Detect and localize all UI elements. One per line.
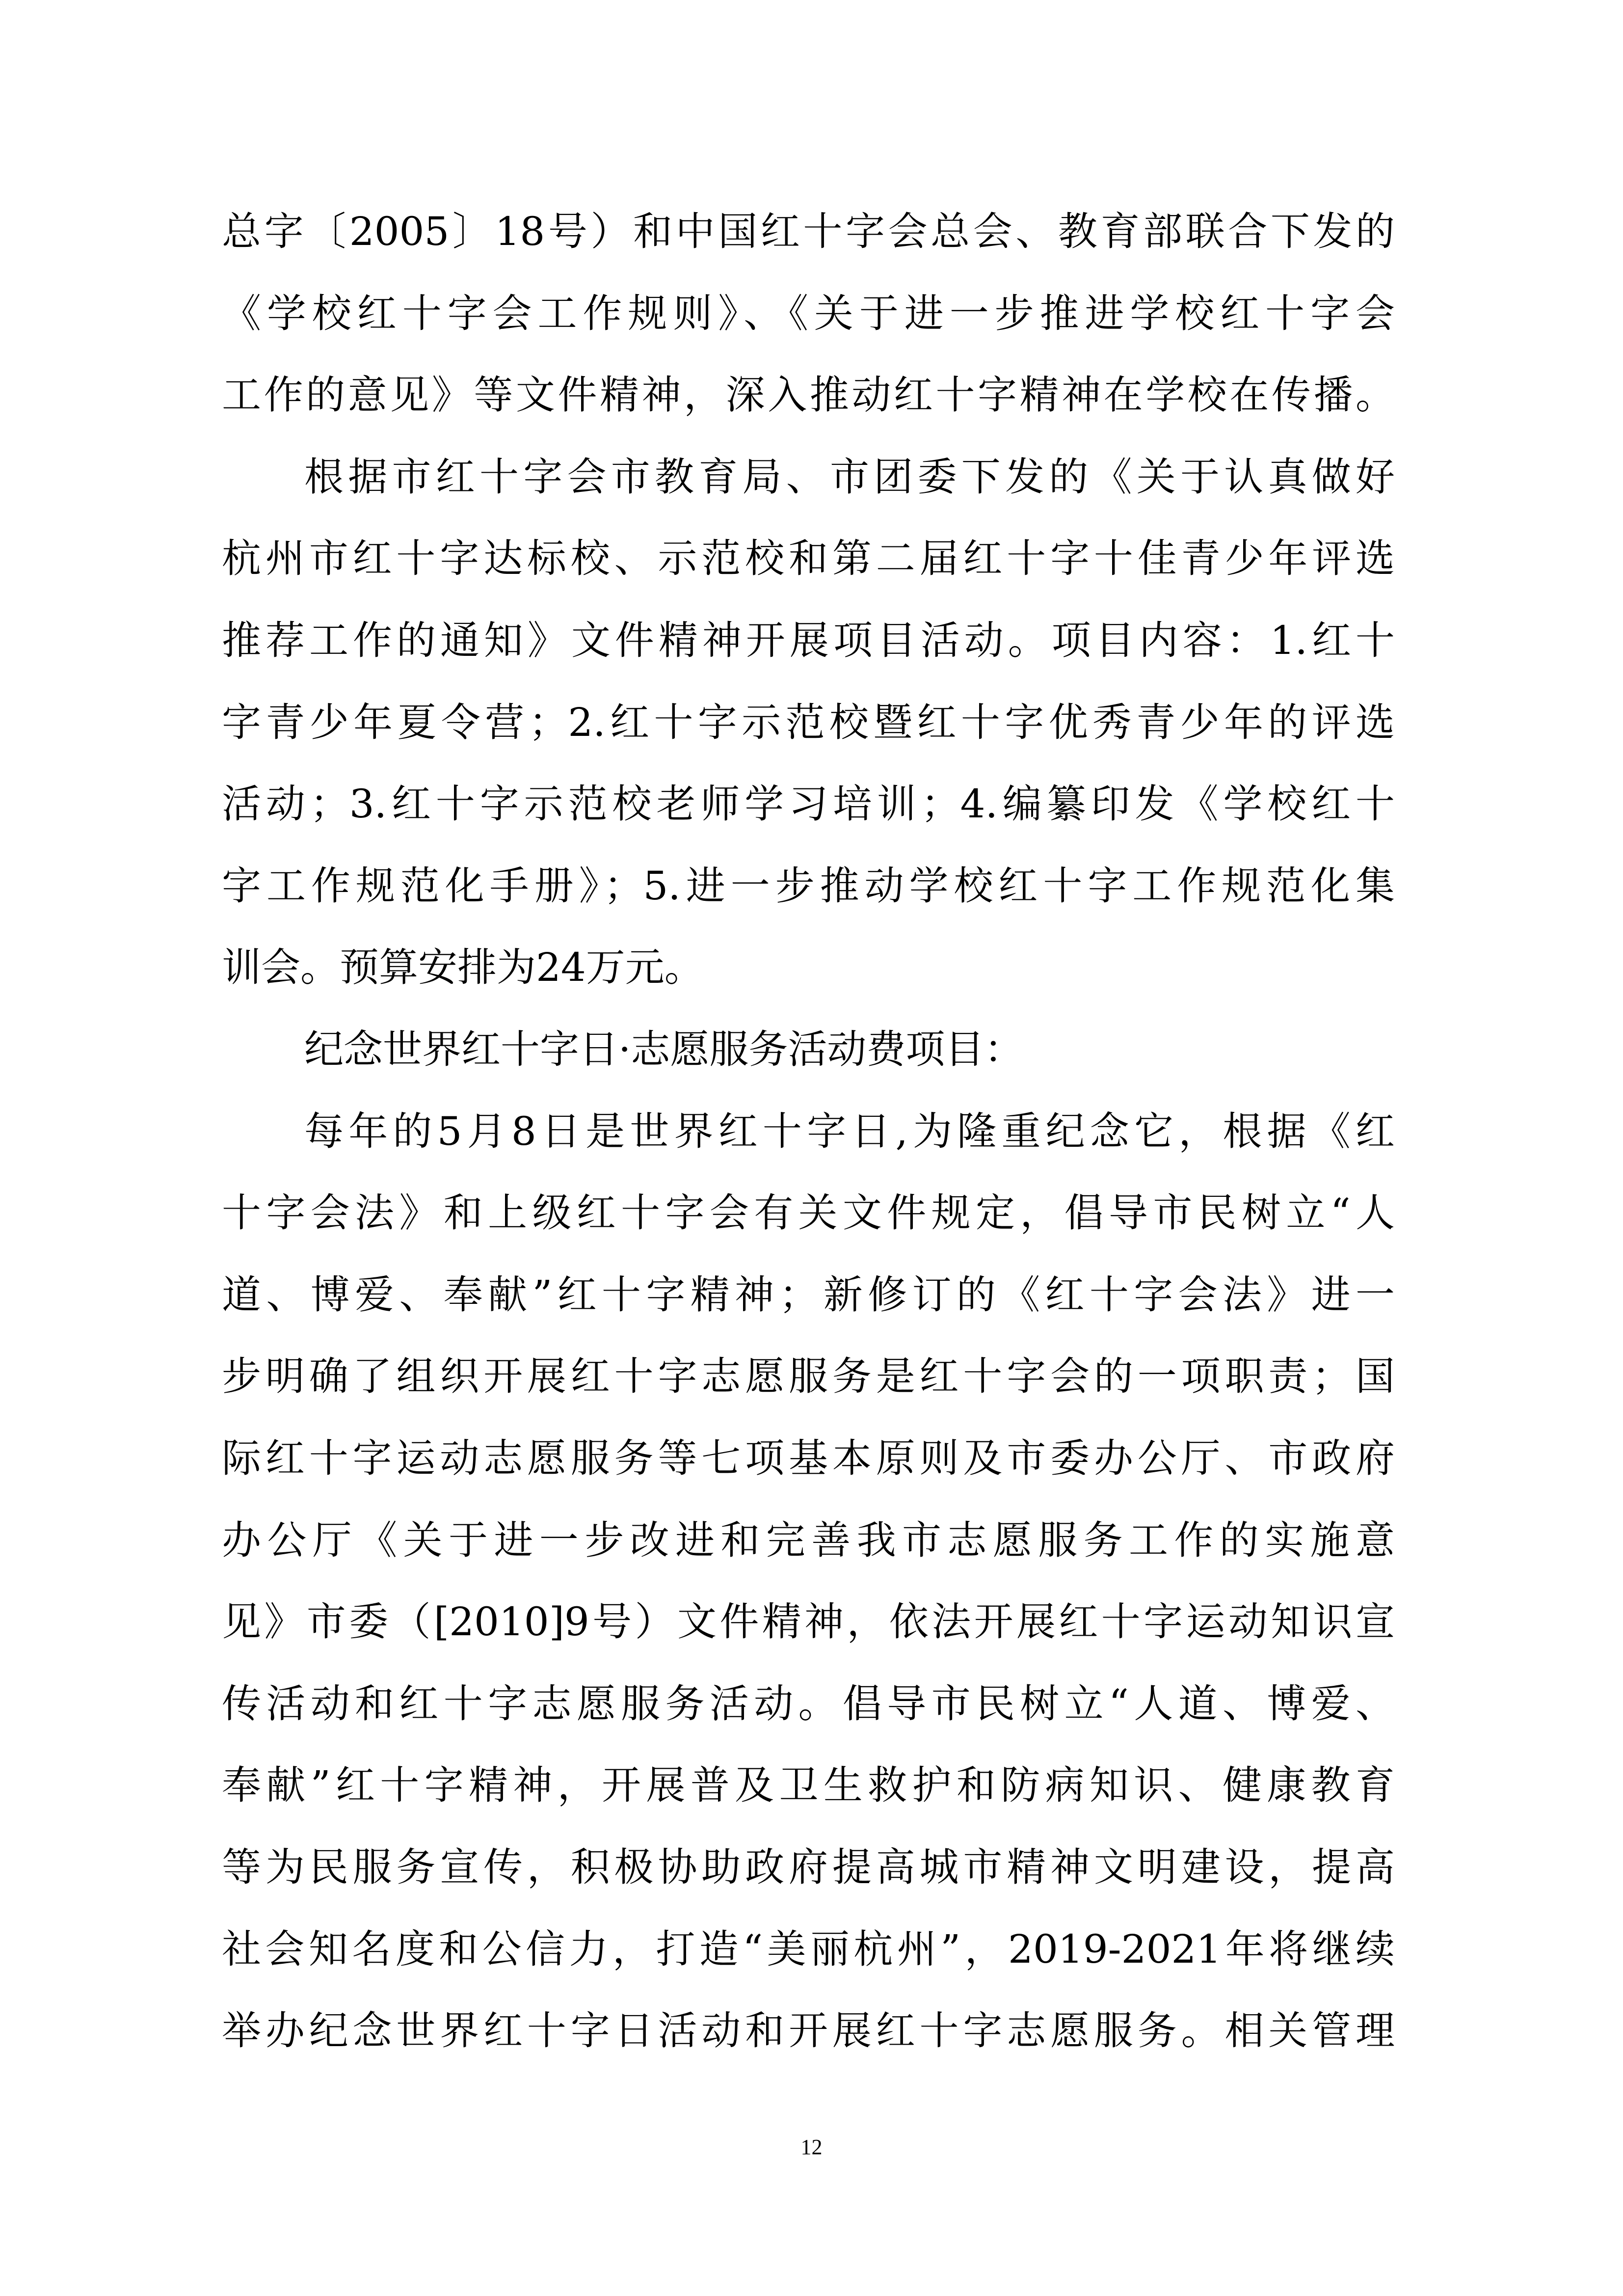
text-line: 举办纪念世界红十字日活动和开展红十字志愿服务。相关管理: [222, 2008, 1395, 2054]
text-line: 工作的意见》等文件精神，深入推动红十字精神在学校在传播。: [222, 372, 1395, 418]
text-line: 办公厅《关于进一步改进和完善我市志愿服务工作的实施意: [222, 1517, 1395, 1563]
text-line: 道、博爱、奉献”红十字精神；新修订的《红十字会法》进一: [222, 1271, 1395, 1318]
text-line: 训会。预算安排为24万元。: [222, 945, 704, 991]
text-line: 等为民服务宣传，积极协助政府提高城市精神文明建设，提高: [222, 1844, 1395, 1890]
text-line: 传活动和红十字志愿服务活动。倡导市民树立“人道、博爱、: [222, 1680, 1395, 1727]
text-line: 活动；3.红十字示范校老师学习培训；4.编纂印发《学校红十: [222, 781, 1395, 827]
text-line: 根据市红十字会市教育局、市团委下发的《关于认真做好: [304, 454, 1395, 500]
text-line: 《学校红十字会工作规则》、《关于进一步推进学校红十字会: [222, 290, 1395, 336]
text-line: 字青少年夏令营；2.红十字示范校暨红十字优秀青少年的评选: [222, 699, 1395, 745]
text-line: 社会知名度和公信力，打造“美丽杭州”，2019-2021年将继续: [222, 1926, 1395, 1972]
section-heading: 纪念世界红十字日·志愿服务活动费项目：: [304, 1026, 1024, 1072]
text-line: 步明确了组织开展红十字志愿服务是红十字会的一项职责；国: [222, 1353, 1395, 1400]
text-line: 杭州市红十字达标校、示范校和第二届红十字十佳青少年评选: [222, 536, 1395, 582]
text-line: 每年的5月8日是世界红十字日,为隆重纪念它，根据《红: [304, 1108, 1395, 1154]
text-line: 字工作规范化手册》；5.进一步推动学校红十字工作规范化集: [222, 863, 1395, 909]
text-line: 际红十字运动志愿服务等七项基本原则及市委办公厅、市政府: [222, 1435, 1395, 1481]
text-line: 推荐工作的通知》文件精神开展项目活动。项目内容：1.红十: [222, 618, 1395, 663]
text-line: 见》市委（[2010]9号）文件精神，依法开展红十字运动知识宣: [222, 1599, 1395, 1645]
text-line: 奉献”红十字精神，开展普及卫生救护和防病知识、健康教育: [222, 1762, 1395, 1809]
text-line: 总字〔2005〕18号）和中国红十字会总会、教育部联合下发的: [222, 209, 1395, 254]
text-line: 十字会法》和上级红十字会有关文件规定，倡导市民树立“人: [222, 1190, 1395, 1236]
page-number: 12: [800, 2135, 823, 2159]
